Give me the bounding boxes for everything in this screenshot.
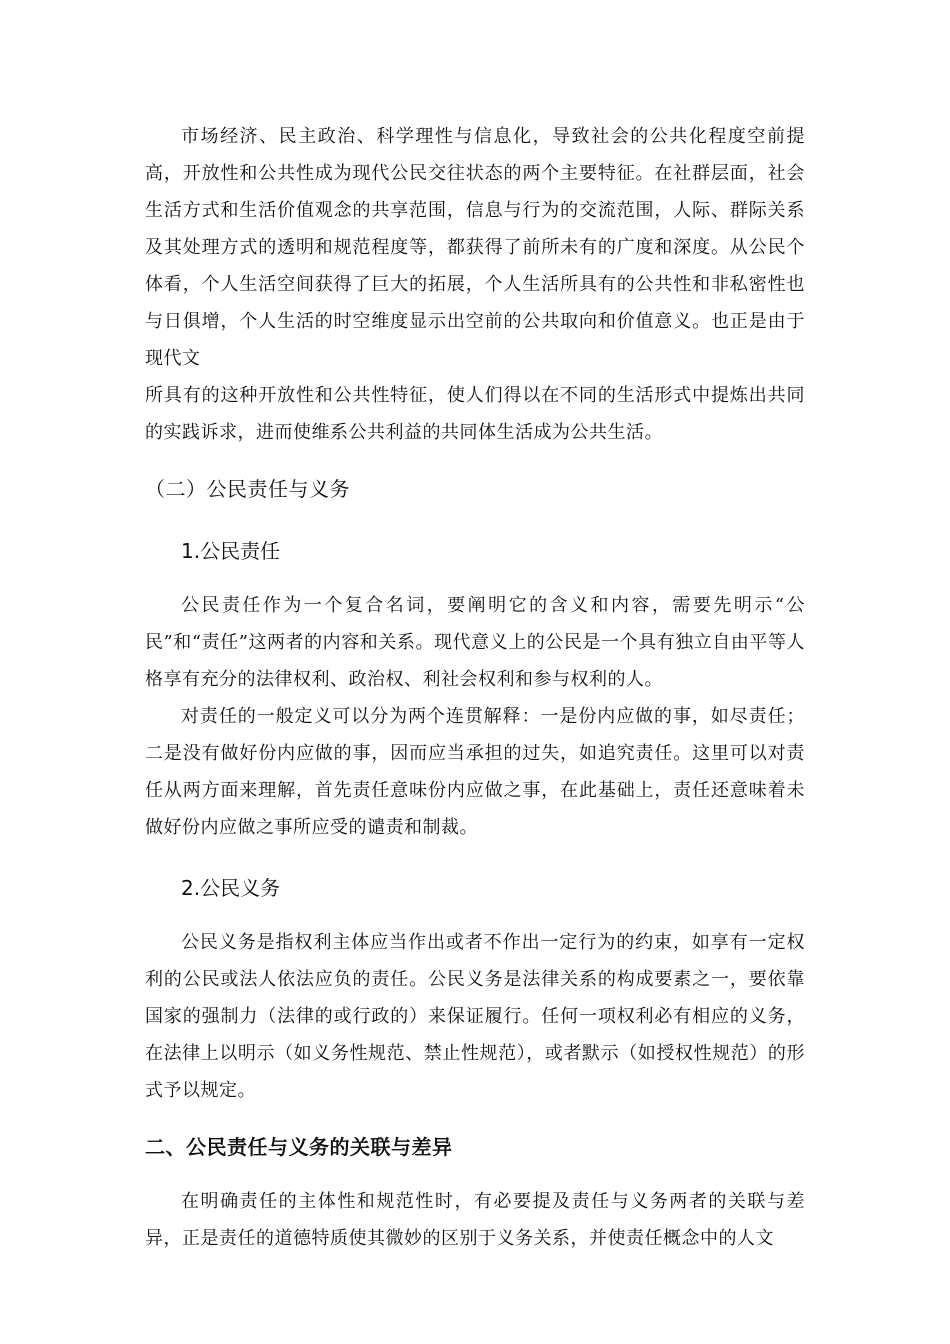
paragraph-civic-duty-definition: 公民义务是指权利主体应当作出或者不作出一定行为的约束，如享有一定权利的公民或法人依法应负的责任。公民义务是法律关系的构成要素之一，要依靠国家的强制力（法律的或行政的）来保证履行。任何一项权利必有相应的义务，在法律上以明示（如义务性规范、禁止性规范），或者默示（如授权性规范）的形式予以规定。 (145, 932, 805, 1101)
document-page (145, 118, 805, 1257)
paragraph-public-life: 市场经济、民主政治、科学理性与信息化，导致社会的公共化程度空前提高，开放性和公共性成为现代公民交往状态的两个主要特征。在社群层面，社会生活方式和生活价值观念的共享范围，信息与行为的交流范围，人际、群际关系及其处理方式的透明和规范程度等，都获得了前所未有的广度和深度。从公民个体看，个人生活空间获得了巨大的拓展，个人生活所具有的公共性和非私密性也与日俱增，个人生活的时空维度显示出空前的公共取向和价值意义。也正是由于现代文 (145, 126, 805, 369)
paragraph-public-life-continued: 所具有的这种开放性和公共性特征，使人们得以在不同的生活形式中提炼出共同的实践诉求，进而使维系公共利益的共同体生活成为公共生活。 (145, 385, 805, 443)
paragraph-relation-difference: 在明确责任的主体性和规范性时，有必要提及责任与义务两者的关联与差异，正是责任的道德特质使其微妙的区别于义务关系，并使责任概念中的人文 (145, 1191, 805, 1249)
chapter-heading-relation-difference: 二、公民责任与义务的关联与差异 (145, 1135, 453, 1159)
section-heading-civic-responsibility-duty: （二）公民责任与义务 (145, 477, 350, 501)
subheading-civic-responsibility: 1.公民责任 (181, 539, 281, 563)
paragraph-responsibility-meaning: 对责任的一般定义可以分为两个连贯解释：一是份内应做的事，如尽责任；二是没有做好份内应做的事，因而应当承担的过失，如追究责任。这里可以对责任从两方面来理解，首先责任意味份内应做之事，在此基础上，责任还意味着未做好份内应做之事所应受的谴责和制裁。 (145, 706, 805, 838)
paragraph-civic-responsibility-definition: 公民责任作为一个复合名词，要阐明它的含义和内容，需要先明示“公民”和“责任”这两者的内容和关系。现代意义上的公民是一个具有独立自由平等人格享有充分的法律权利、政治权、利社会权利和参与权利的人。 (145, 595, 805, 690)
subheading-civic-duty: 2.公民义务 (181, 876, 281, 900)
